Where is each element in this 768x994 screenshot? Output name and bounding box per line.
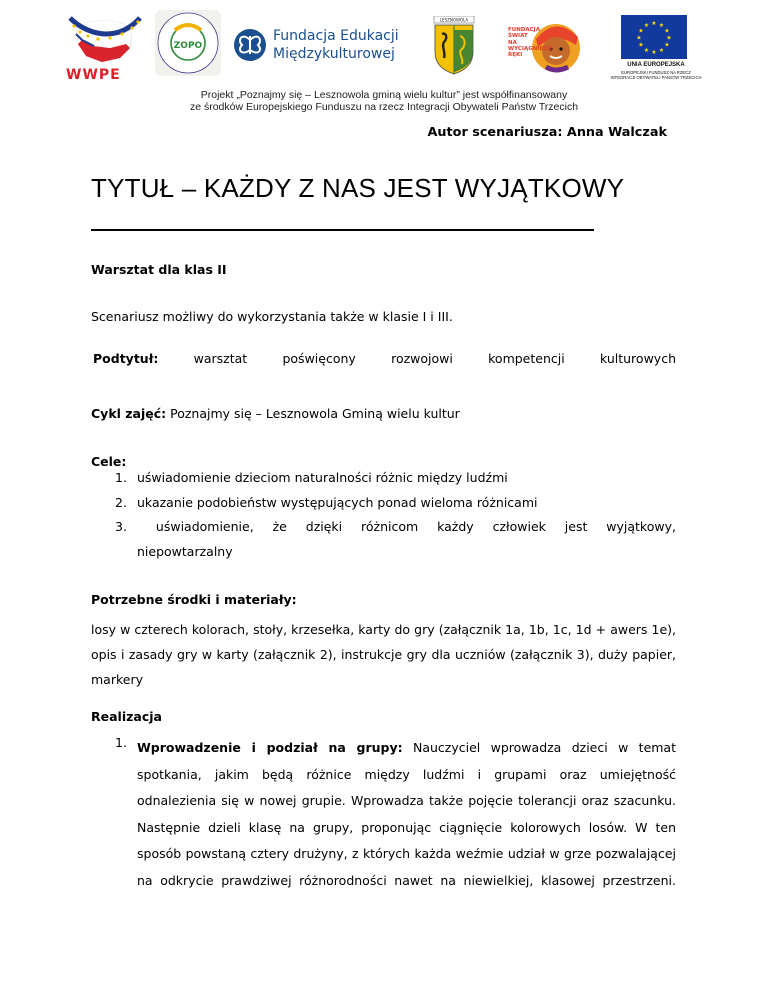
fsr-text: FUNDACJA ŚWIAT NA WYCIĄGNIĘCIE RĘKI [508,27,553,59]
swiat-na-wyciagniecie-reki-logo [508,17,584,75]
fem-logo [233,20,433,70]
subtitle-word: rozwojowi [391,351,453,366]
svg-text:★: ★ [651,20,657,27]
subtitle-word: kulturowych [599,351,676,366]
svg-text:★: ★ [651,49,657,56]
fem-name-line1: Fundacja Edukacji [273,28,399,44]
lesznowola-crest [432,16,476,76]
svg-text:★: ★ [666,34,672,42]
goal-word: uświadomienie, [155,519,254,534]
project-note [0,89,768,113]
svg-text:★: ★ [643,22,650,29]
realization-label: Realizacja [91,709,162,724]
wwpe-text: WWPE [66,67,121,83]
subtitle-word: poświęcony [282,351,356,366]
realization-item-label: Wprowadzenie i podział na grupy: [137,740,403,755]
goal-number: 3. [115,519,127,534]
materials-text: losy w czterech kolorach, stoły, krzesełka, karty do gry (załącznik 1a, 1b, 1c, 1d + awers 1e), opis i zasady gry w karty (załącznik 2), instrukcje gry dla uczniów (załącznik 3), duży papier, markery [91,622,676,687]
subtitle-word: kompetencji [488,351,565,366]
goal-number: 2. [115,495,127,510]
eu-sub1: EUROPEJSKI FUNDUSZ NA RZECZ [621,70,691,75]
subtitle-word: warsztat [193,351,248,366]
zopo-logo [153,8,223,78]
goal-word: różnicom [361,519,419,534]
cycle-text: Poznajmy się – Lesznowola Gminą wielu kultur [166,406,460,421]
author-line: Autor scenariusza: Anna Walczak [427,125,667,140]
eu-title: UNIA EUROPEJSKA [627,62,685,68]
materials-label: Potrzebne środki i materiały: [91,592,297,607]
project-line-2: ze środków Europejskiego Funduszu na rzecz Integracji Obywateli Państw Trzecich [189,101,579,113]
project-line-1: Projekt „Poznajmy się – Lesznowola gminą wielu kultur” jest współfinansowany [200,89,568,101]
fem-butterfly-icon [233,28,267,62]
svg-text:★: ★ [638,27,644,35]
cycle-label: Cykl zajęć: [91,406,167,421]
subtitle-label: Podtytuł: [93,351,159,366]
subtitle-line [93,351,676,366]
title-underline [91,229,594,231]
svg-text:★: ★ [658,47,665,54]
zopo-seal-icon [153,8,223,78]
goal-word: każdy [437,519,474,534]
goal-text: uświadomienie dzieciom naturalności różnic między ludźmi [137,470,508,485]
goal-word: człowiek [492,519,546,534]
realization-item-text: Nauczyciel wprowadza dzieci w temat spotkania, jakim będą różnice między ludźmi i grupami oraz umiejętność odnalezienia się w nowej grupie. Wprowadza także pojęcie tolerancji oraz szacunku. Następnie dzieli klasę na grupy, proponując ciągnięcie kolorowych losów. W ten sposób powstaną cztery drużyny, z których każda weźmie udział w grze pozwalającej na odkrycie prawdziwej różnorodności nawet na niewielkiej, klasowej przestrzeni. [137,740,676,888]
eu-logo [604,15,708,85]
goal-number: 1. [115,470,127,485]
realization-item-1 [137,735,676,894]
coat-of-arms-icon [432,16,476,76]
svg-text:★: ★ [636,34,642,42]
svg-text:★: ★ [643,47,650,54]
cycle-line [91,406,460,421]
document-title: TYTUŁ – KAŻDY Z NAS JEST WYJĄTKOWY [91,173,625,203]
goal-word: dzięki [305,519,343,534]
goal-word: wyjątkowy, [606,519,676,534]
goal-text: ukazanie podobieństw występujących ponad wieloma różnicami [137,495,538,510]
svg-text:★: ★ [658,22,665,29]
goal-word: że [272,519,287,534]
eu-flag-icon [621,15,687,59]
wwpe-logo [66,14,146,86]
scenario-note: Scenariusz możliwy do wykorzystania także w klasie I i III. [91,309,453,324]
svg-text:LESZNOWOLA: LESZNOWOLA [439,17,469,23]
goal-3-line [115,519,676,534]
goal-word: jest [564,519,588,534]
svg-text:ZOPO: ZOPO [173,41,203,51]
eu-sub2: INTEGRACJI OBYWATELI PAŃSTW TRZECICH [610,75,702,80]
svg-text:★: ★ [664,27,670,35]
workshop-heading: Warsztat dla klas II [91,262,227,277]
svg-text:★: ★ [664,41,670,49]
realization-item-number: 1. [115,735,127,750]
svg-text:★: ★ [638,41,644,49]
wwpe-map-icon [66,14,146,69]
fem-name-line2: Międzykulturowej [273,46,395,62]
goal-3-continuation: niepowtarzalny [137,544,233,559]
goals-label: Cele: [91,454,127,469]
